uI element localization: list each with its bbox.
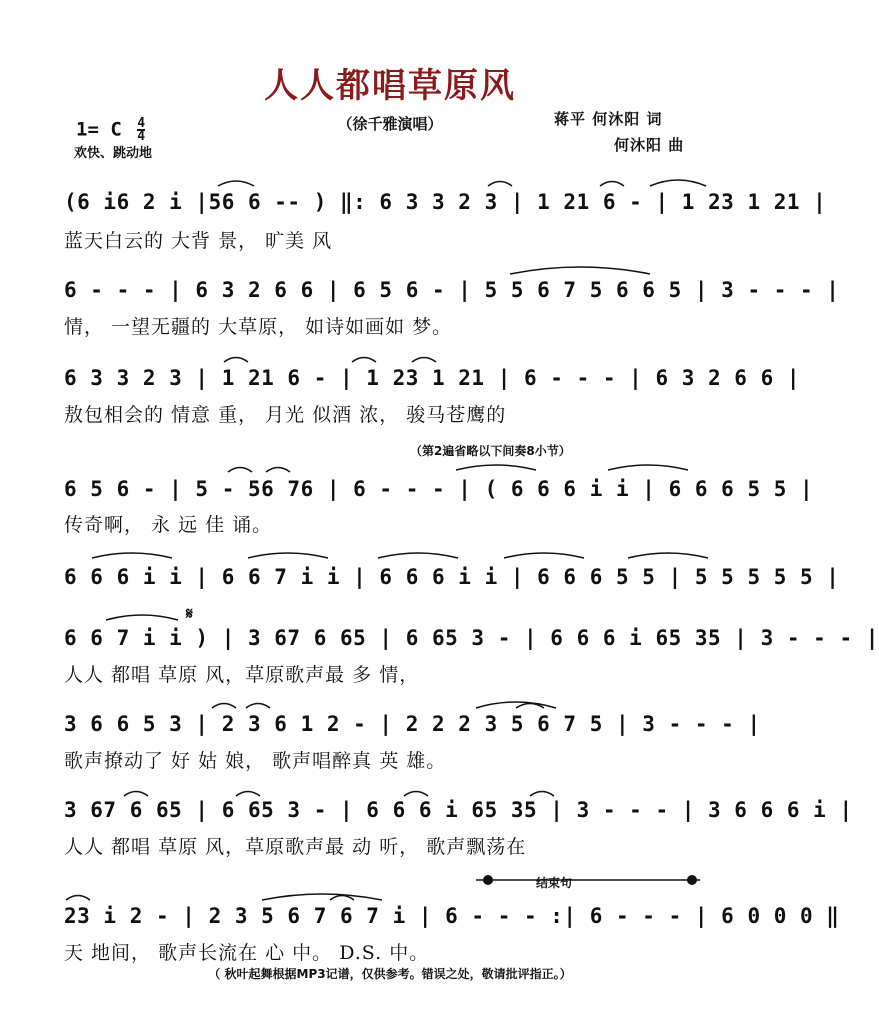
tie-mark <box>476 702 556 708</box>
tie-mark <box>456 465 536 470</box>
tie-mark <box>228 468 252 473</box>
lyricist-credit: 蒋平 何沐阳 词 <box>554 110 663 128</box>
composer-credit: 何沐阳 曲 <box>614 136 685 154</box>
transcriber-footer: （ 秋叶起舞根据MP3记谱，仅供参考。错误之处，敬请批评指正。） <box>208 967 572 981</box>
tie-mark <box>504 553 584 558</box>
ending-label: 结束句 <box>536 876 573 890</box>
tie-mark <box>628 553 708 558</box>
tie-mark <box>212 704 236 709</box>
lyric-line-1: 蓝天白云的 大背 景， 旷美 风 <box>64 230 333 252</box>
tie-mark <box>248 553 328 558</box>
notation-line-8: 3 67 6 65 | 6 65 3 - | 6 6 6 i 65 35 | 3 - - - | 3 6 6 6 i | <box>64 798 853 822</box>
tie-mark <box>236 792 260 797</box>
key-label: 1= C <box>76 118 122 141</box>
tie-mark <box>412 358 436 363</box>
tie-mark <box>262 894 382 900</box>
singer-subtitle: （徐千雅演唱） <box>337 115 443 133</box>
tie-mark <box>510 267 650 274</box>
coda-sign <box>687 875 697 885</box>
lyric-line-6: 人人 都唱 草原 风，草原歌声最 多 情， <box>64 664 420 686</box>
tie-mark <box>378 553 458 558</box>
tie-mark <box>224 358 248 363</box>
segno-sign: 𝄋 <box>186 604 193 623</box>
time-sig-top: 4 <box>137 116 146 131</box>
notation-line-7: 3 6 6 5 3 | 2 3 6 1 2 - | 2 2 2 3 5 6 7 5 | 3 - - - | <box>64 712 761 736</box>
tie-mark <box>650 180 706 186</box>
lyric-line-8: 人人 都唱 草原 风，草原歌声最 动 听， 歌声飘荡在 <box>64 836 527 858</box>
tie-mark <box>608 465 688 470</box>
tie-mark <box>330 896 354 901</box>
tie-mark <box>530 792 554 797</box>
tie-mark <box>92 553 172 558</box>
lyric-line-3: 敖包相会的 情意 重， 月光 似酒 浓， 骏马苍鹰的 <box>64 404 507 426</box>
lyric-line-4: 传奇啊， 永 远 佳 诵。 <box>64 514 273 536</box>
notation-line-3: 6 3 3 2 3 | 1 21 6 - | 1 23 1 21 | 6 - - - | 6 3 2 6 6 | <box>64 366 801 390</box>
tempo-marking: 欢快、跳动地 <box>74 146 153 161</box>
notation-line-5: 6 6 6 i i | 6 6 7 i i | 6 6 6 i i | 6 6 6 5 5 | 5 5 5 5 5 | <box>64 565 840 589</box>
tie-mark <box>246 704 270 709</box>
notation-line-6: 6 6 7 i i ) | 3 67 6 65 | 6 65 3 - | 6 6 6 i 65 35 | 3 - - - | <box>64 626 879 650</box>
notation-line-2: 6 - - - | 6 3 2 6 6 | 6 5 6 - | 5 5 6 7 5 6 6 5 | 3 - - - | <box>64 278 840 302</box>
tie-mark <box>600 182 624 187</box>
tie-mark <box>404 792 428 797</box>
tie-mark <box>66 896 90 901</box>
interlude-note: （第2遍省略以下间奏8小节） <box>410 444 571 458</box>
song-title: 人人都唱草原风 <box>264 66 516 106</box>
tie-mark <box>106 615 178 620</box>
tie-mark <box>488 182 512 187</box>
notation-line-4: 6 5 6 - | 5 - 56 76 | 6 - - - | ( 6 6 6 i i | 6 6 6 5 5 | <box>64 477 814 501</box>
tie-mark <box>266 468 290 473</box>
tie-mark <box>218 181 254 186</box>
time-sig-bottom: 4 <box>137 129 146 144</box>
notation-line-1: (6 i6 2 i |56 6 -- ) ‖: 6 3 3 2 3 | 1 21 6 - | 1 23 1 21 | <box>64 190 827 214</box>
lyric-line-2: 情， 一望无疆的 大草原， 如诗如画如 梦。 <box>64 316 453 338</box>
notation-line-9: 23 i 2 - | 2 3 5 6 7 6 7 i | 6 - - - :| 6 - - - | 6 0 0 0 ‖ <box>64 904 840 928</box>
tie-mark <box>352 358 376 363</box>
lyric-line-9: 天 地间， 歌声长流在 心 中。 D.S. 中。 <box>64 942 430 964</box>
lyric-line-7: 歌声撩动了 好 姑 娘， 歌声唱醉真 英 雄。 <box>64 750 447 772</box>
coda-sign <box>483 875 493 885</box>
tie-mark <box>124 792 148 797</box>
